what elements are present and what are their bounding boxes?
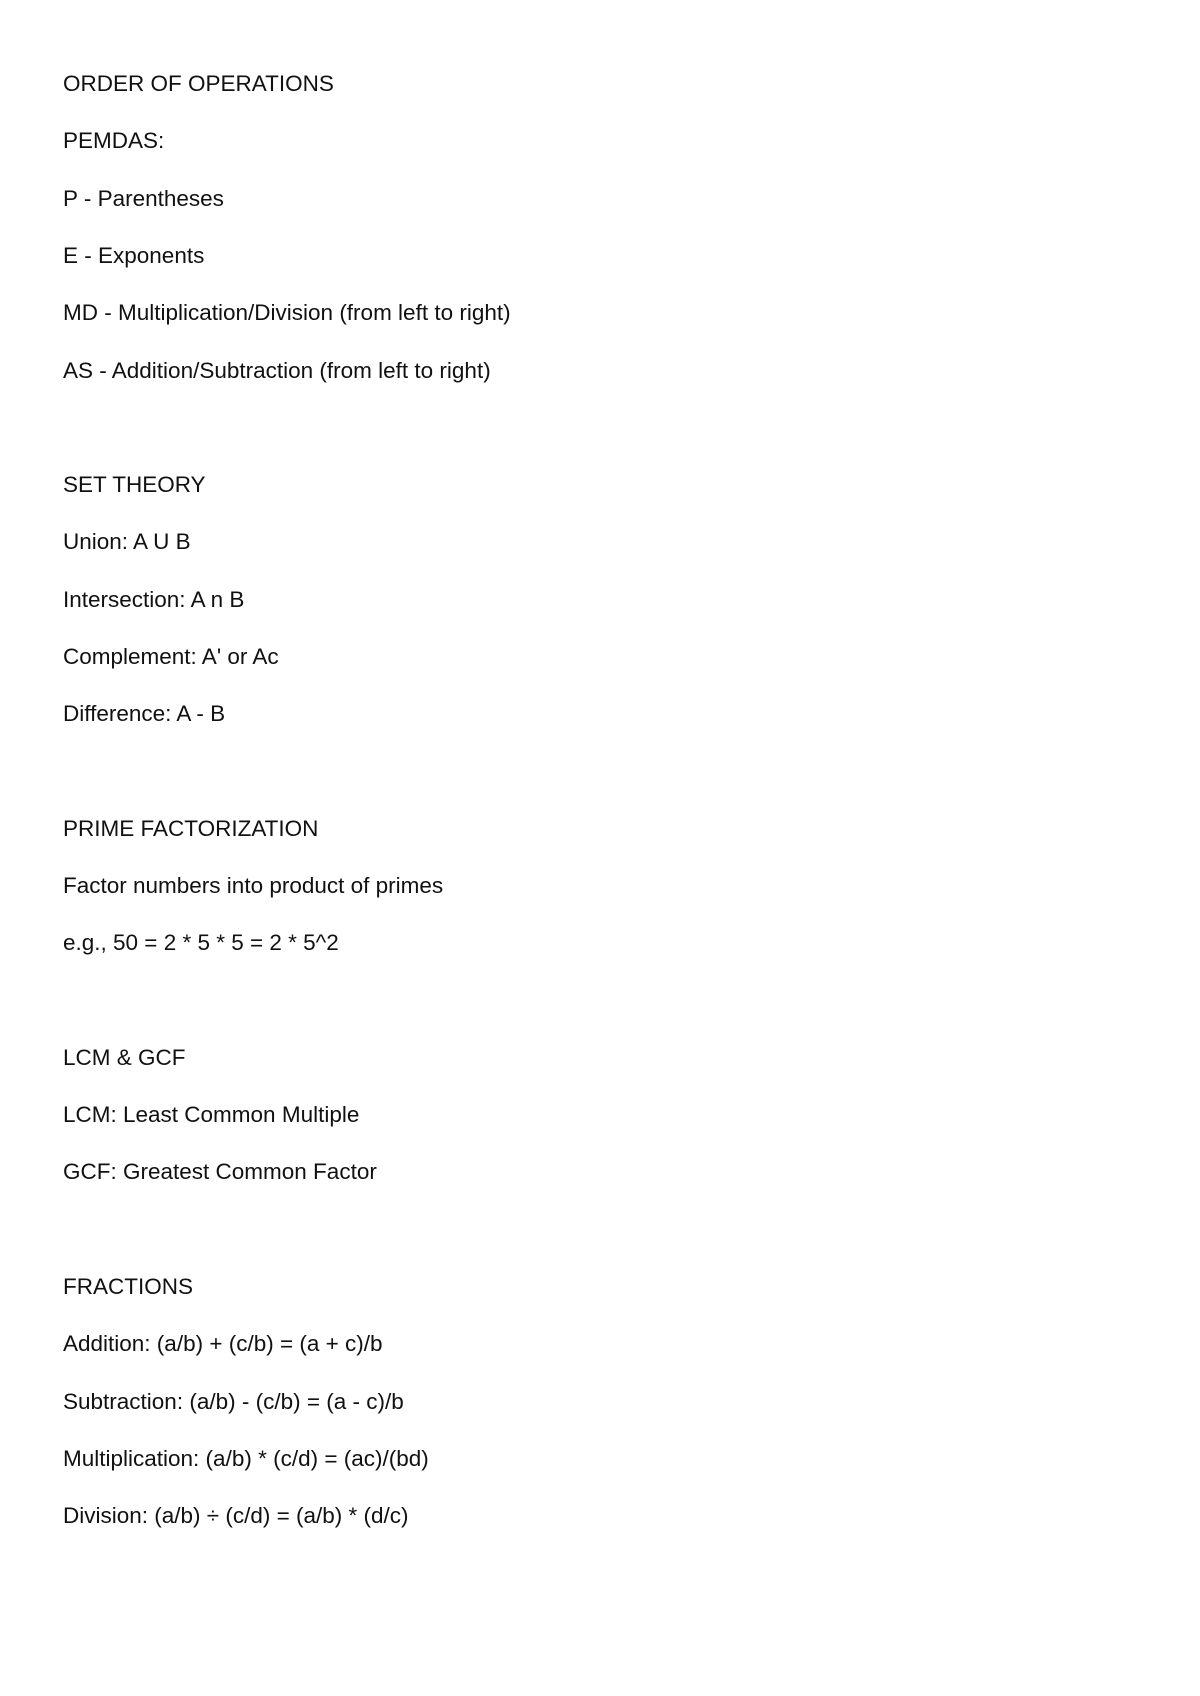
text-line: P - Parentheses: [63, 186, 224, 211]
section-heading-set-theory: SET THEORY: [63, 472, 206, 497]
text-line: Union: A U B: [63, 529, 191, 554]
section-heading-prime-factorization: PRIME FACTORIZATION: [63, 816, 319, 841]
text-line: AS - Addition/Subtraction (from left to right): [63, 358, 491, 383]
text-line: Intersection: A n B: [63, 587, 245, 612]
text-line: e.g., 50 = 2 * 5 * 5 = 2 * 5^2: [63, 930, 339, 955]
text-line: Multiplication: (a/b) * (c/d) = (ac)/(bd): [63, 1446, 429, 1471]
text-line: MD - Multiplication/Division (from left to right): [63, 300, 511, 325]
text-line: Subtraction: (a/b) - (c/b) = (a - c)/b: [63, 1389, 404, 1414]
text-line: Division: (a/b) ÷ (c/d) = (a/b) * (d/c): [63, 1503, 409, 1528]
text-line: Complement: A' or Ac: [63, 644, 279, 669]
text-line: Factor numbers into product of primes: [63, 873, 444, 898]
section-heading-lcm-gcf: LCM & GCF: [63, 1045, 186, 1070]
text-line: LCM: Least Common Multiple: [63, 1102, 360, 1127]
section-heading-order-of-operations: ORDER OF OPERATIONS: [63, 71, 334, 96]
text-line: Addition: (a/b) + (c/b) = (a + c)/b: [63, 1331, 383, 1356]
text-line: GCF: Greatest Common Factor: [63, 1159, 377, 1184]
text-line: Difference: A - B: [63, 701, 226, 726]
text-line: PEMDAS:: [63, 128, 165, 153]
section-heading-fractions: FRACTIONS: [63, 1274, 194, 1299]
text-line: E - Exponents: [63, 243, 205, 268]
